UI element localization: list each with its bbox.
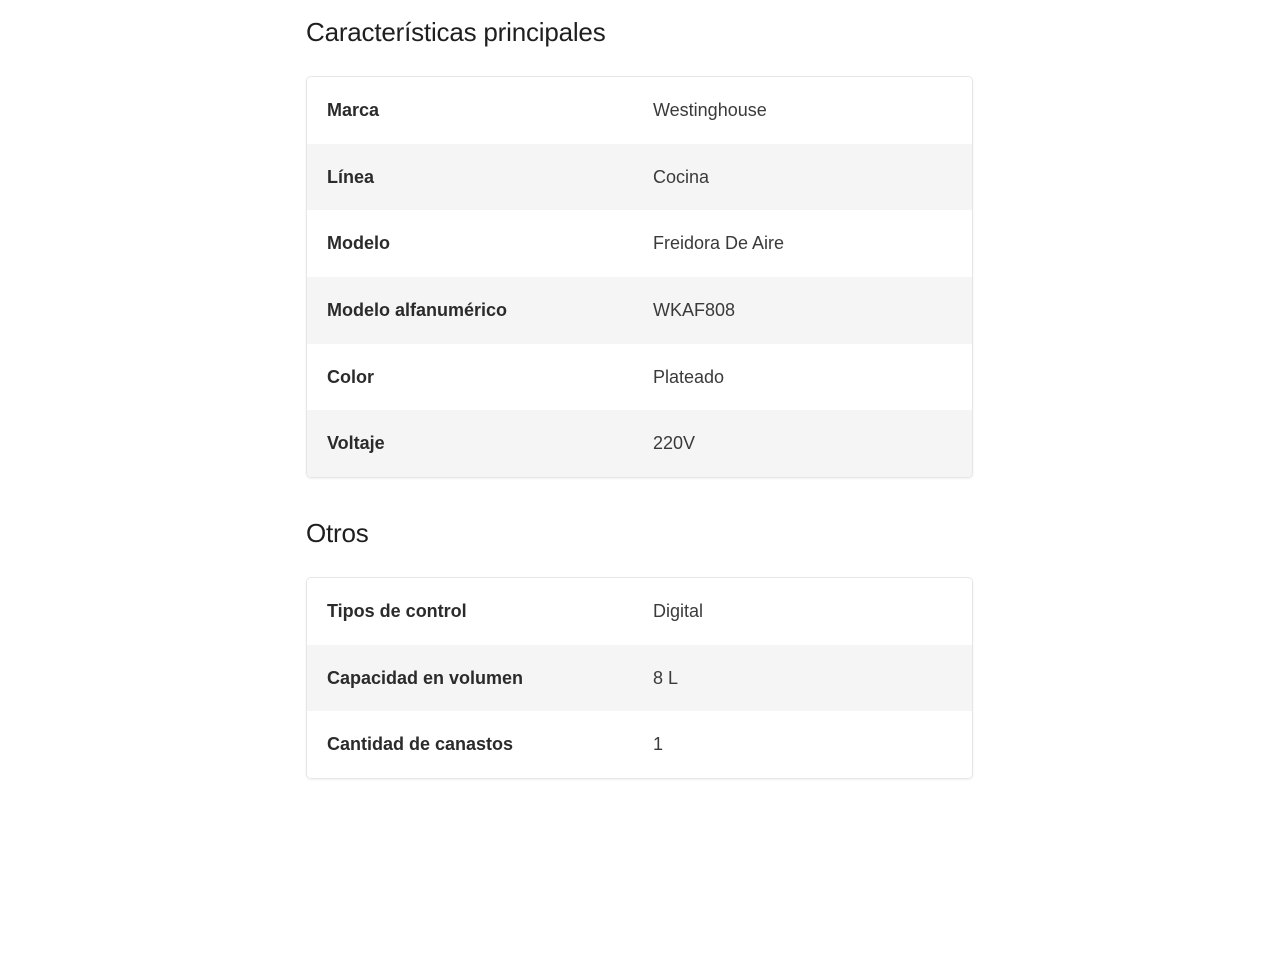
main-features-section [306, 14, 973, 478]
table-row [307, 410, 972, 477]
spec-value: Plateado [653, 366, 725, 387]
spec-value: Westinghouse [653, 99, 767, 120]
others-title: Otros [306, 518, 369, 548]
spec-label: Tipos de control [327, 600, 467, 621]
main-features-table [306, 76, 973, 478]
spec-label: Color [327, 366, 374, 387]
spec-value: WKAF808 [653, 299, 736, 320]
spec-value: 8 L [653, 667, 679, 688]
others-section [306, 515, 973, 779]
main-features-title: Características principales [306, 17, 606, 47]
spec-value: Freidora De Aire [653, 233, 785, 254]
table-row [307, 645, 972, 712]
spec-label: Modelo [327, 233, 390, 254]
spec-value: Cocina [653, 166, 710, 187]
spec-label: Marca [327, 99, 380, 120]
spec-value: 220V [653, 433, 696, 454]
spec-label: Modelo alfanumérico [327, 299, 508, 320]
table-row [307, 210, 972, 277]
spec-label: Línea [327, 166, 375, 187]
others-table [306, 577, 973, 779]
table-row [307, 277, 972, 344]
table-row [307, 578, 972, 645]
table-row [307, 711, 972, 778]
table-row [307, 144, 972, 211]
spec-label: Cantidad de canastos [327, 734, 514, 755]
spec-value: 1 [653, 734, 664, 755]
spec-value: Digital [653, 600, 704, 621]
spec-label: Voltaje [327, 433, 385, 454]
table-row [307, 77, 972, 144]
spec-label: Capacidad en volumen [327, 667, 524, 688]
table-row [307, 344, 972, 411]
